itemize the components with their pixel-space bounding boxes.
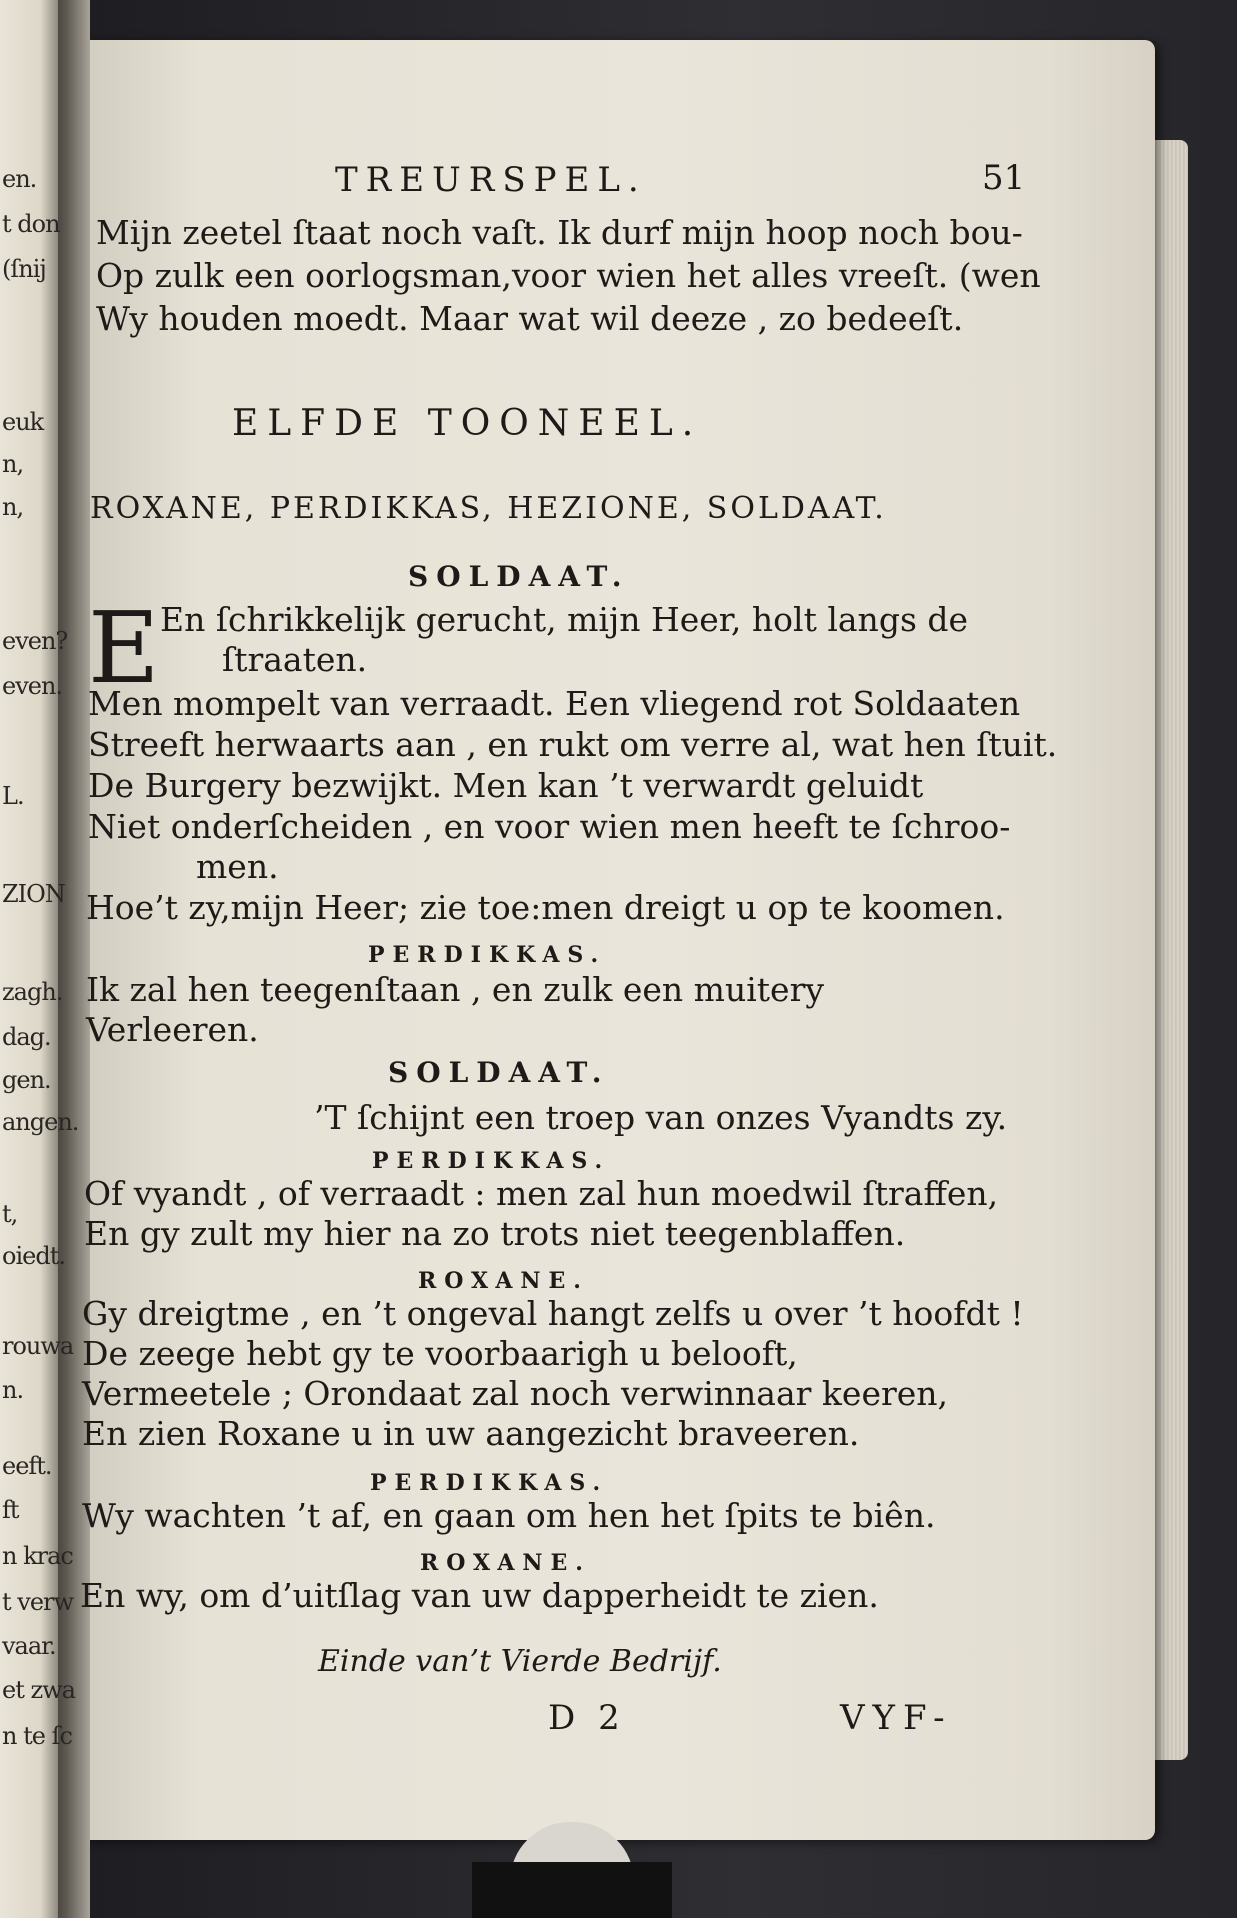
verse-line: Hoe’t zy,mijn Heer; zie toe:men dreigt u op te koomen. <box>86 888 1005 927</box>
left-fragment: t don <box>2 210 60 238</box>
left-fragment: n te ſc <box>2 1722 72 1750</box>
speaker-label: PERDIKKAS. <box>370 1470 609 1496</box>
verse-line: En gy zult my hier na zo trots niet teegenblaffen. <box>84 1214 906 1253</box>
verse-line: Men mompelt van verraadt. Een vliegend rot Soldaaten <box>88 684 1021 723</box>
left-fragment: eeft. <box>2 1452 52 1480</box>
verse-line: Op zulk een oorlogsman,voor wien het alles vreeſt. (wen <box>96 256 1041 295</box>
verse-line: Niet onderſcheiden , en voor wien men heeft te ſchroo- <box>88 807 1011 846</box>
left-fragment: t, <box>2 1200 18 1228</box>
verse-line: ſtraaten. <box>222 640 368 679</box>
verse-line: men. <box>196 847 279 886</box>
speaker-label: ROXANE. <box>418 1268 589 1294</box>
running-head-title: TREURSPEL. <box>335 160 647 200</box>
left-fragment: ZION <box>2 880 65 908</box>
scene-heading: ELFDE TOONEEL. <box>232 403 703 444</box>
scene-characters: ROXANE, PERDIKKAS, HEZIONE, SOLDAAT. <box>90 491 887 526</box>
signature-mark: D 2 <box>548 1698 626 1738</box>
verse-line: De Burgery bezwijkt. Men kan ’t verwardt geluidt <box>88 766 924 805</box>
verse-line: Streeft herwaarts aan , en rukt om verre al, wat hen ſtuit. <box>88 725 1058 764</box>
left-fragment: t verw <box>2 1588 74 1616</box>
page-number: 51 <box>982 158 1026 198</box>
verse-line: Verleeren. <box>86 1010 259 1049</box>
left-fragment: oiedt. <box>2 1242 65 1270</box>
verse-line: Ik zal hen teegenſtaan , en zulk een muitery <box>86 970 824 1009</box>
verse-line: Wy wachten ’t af, en gaan om hen het ſpits te biên. <box>82 1496 936 1535</box>
verse-line: En wy, om d’uitſlag van uw dapperheidt te zien. <box>80 1576 879 1615</box>
left-fragment: ft <box>2 1496 19 1524</box>
verse-line: Vermeetele ; Orondaat zal noch verwinnaar keeren, <box>82 1374 949 1413</box>
drop-cap: E <box>88 592 160 706</box>
left-fragment: L. <box>2 782 24 810</box>
left-fragment: dag. <box>2 1023 51 1051</box>
catchword: VYF- <box>840 1698 953 1738</box>
left-fragment: (ſnij <box>2 255 46 283</box>
left-fragment: even. <box>2 672 63 700</box>
verse-line: En ſchrikkelijk gerucht, mijn Heer, holt langs de <box>160 600 969 639</box>
left-fragment: rouwa <box>2 1332 74 1360</box>
verse-line: Gy dreigtme , en ’t ongeval hangt zelfs u over ’t hoofdt ! <box>82 1294 1024 1333</box>
speaker-label: PERDIKKAS. <box>372 1148 611 1174</box>
verse-line: En zien Roxane u in uw aangezicht braveeren. <box>82 1414 860 1453</box>
verse-line: Mijn zeetel ſtaat noch vaſt. Ik durf mijn hoop noch bou- <box>96 213 1023 252</box>
verse-line: Of vyandt , of verraadt : men zal hun moedwil ſtraffen, <box>84 1174 999 1213</box>
left-fragment: en. <box>2 165 37 193</box>
left-fragment: vaar. <box>2 1632 56 1660</box>
left-fragment: n, <box>2 493 24 521</box>
speaker-label: SOLDAAT. <box>408 560 630 593</box>
left-fragment: angen. <box>2 1108 79 1136</box>
left-fragment: euk <box>2 408 44 436</box>
left-fragment: n, <box>2 450 24 478</box>
left-fragment: zagh. <box>2 978 63 1006</box>
page-holder-clamp <box>472 1862 672 1918</box>
speaker-label: SOLDAAT. <box>388 1056 610 1089</box>
speaker-label: ROXANE. <box>420 1550 591 1576</box>
left-fragment: gen. <box>2 1066 51 1094</box>
speaker-label: PERDIKKAS. <box>368 942 607 968</box>
left-fragment: even? <box>2 627 68 655</box>
verse-line: Wy houden moedt. Maar wat wil deeze , zo bedeeſt. <box>96 299 964 338</box>
verse-line: ’T ſchijnt een troep van onzes Vyandts zy. <box>314 1098 1008 1137</box>
verse-line: De zeege hebt gy te voorbaarigh u belooft, <box>82 1334 798 1373</box>
act-end: Einde van’t Vierde Bedrijf. <box>318 1644 722 1679</box>
left-fragment: n. <box>2 1376 24 1404</box>
left-fragment: et zwa <box>2 1676 75 1704</box>
left-fragment: n krac <box>2 1542 73 1570</box>
